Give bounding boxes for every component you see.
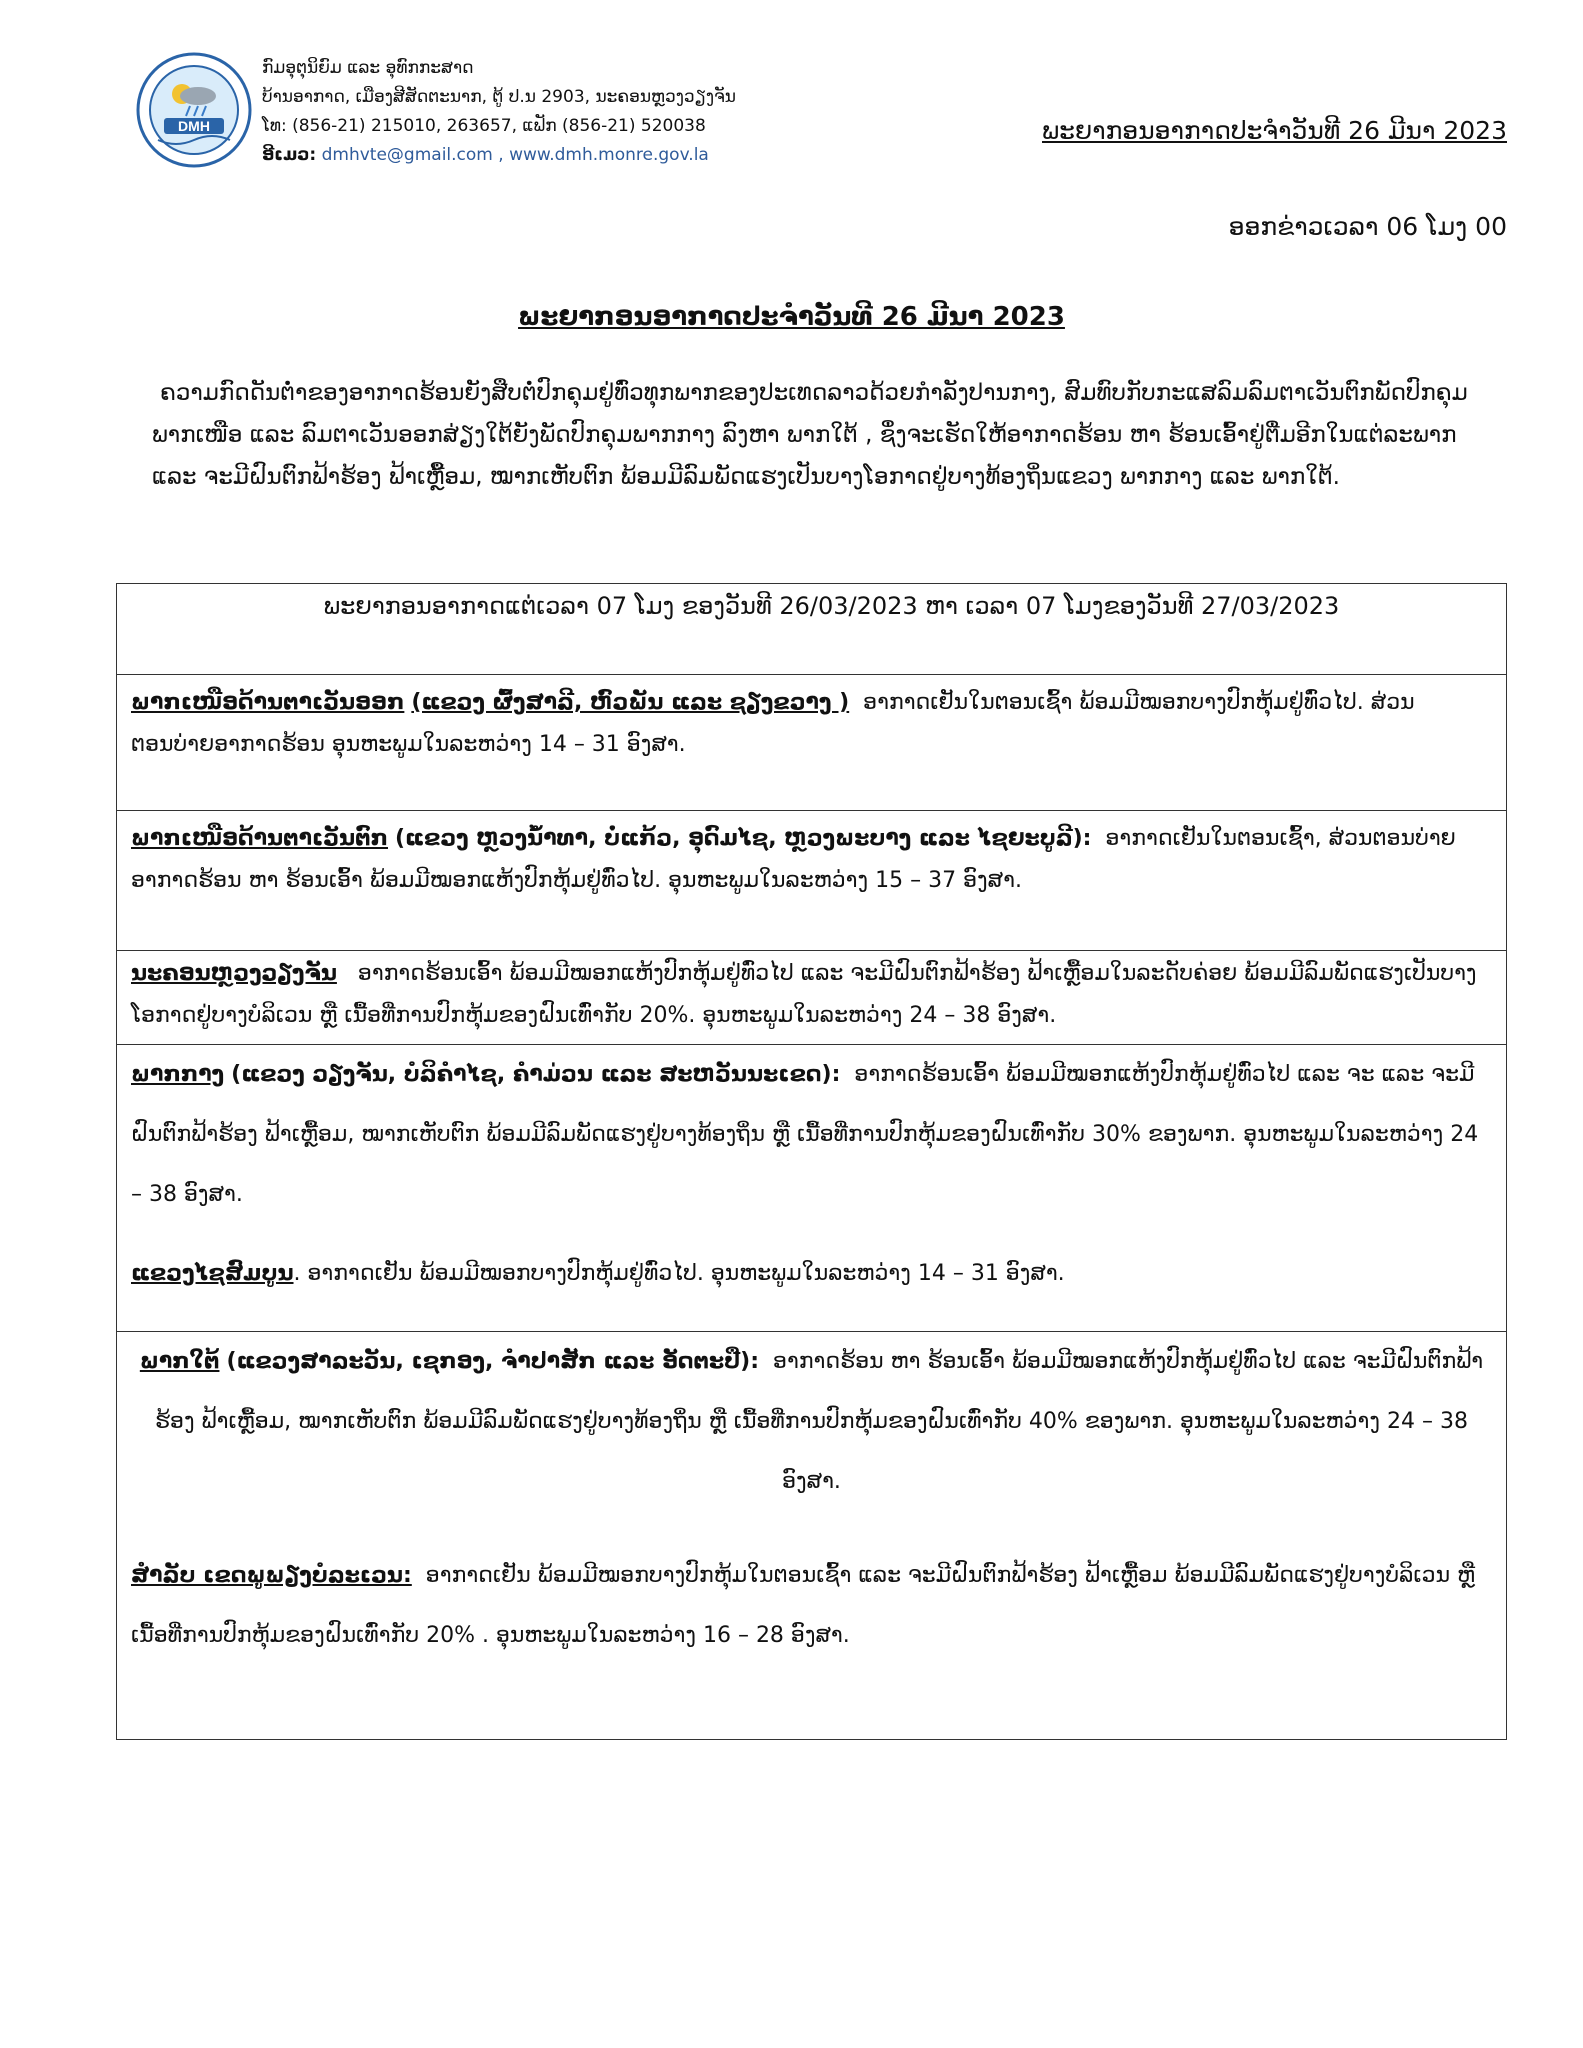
- region-northeast: [117, 675, 1506, 811]
- summary-paragraph: ຄວາມກົດດັນຕ່ຳຂອງອາກາດຮ້ອນຍັງສືບຕໍ່ປົກຄຸມຢູ່ທົ່ວທຸກພາກຂອງປະເທດລາວດ້ວຍກຳລັງປານກາງ, ສົມທົບກັບກະແສລົມລົມຕາເວັນຕົກພັດປົກຄຸມພາກເໜືອ ແລະ ລົມຕາເວັນອອກສ່ຽງໃຕ້ຍັງພັດປົກຄຸມພາກກາງ ລົງຫາ ພາກໃຕ້ , ຊຶ່ງຈະເຮັດໃຫ້ອາກາດຮ້ອນ ຫາ ຮ້ອນເອົ້າຢູ່ຕື່ມອີກໃນແຕ່ລະພາກ ແລະ ຈະມີຝົນຕົກຟ້າຮ້ອງ ຟ້າເຫຼື້ອມ, ໝາກເຫັບຕົກ ພ້ອມມີລົມພັດແຮງເປັນບາງໂອກາດຢູ່ບາງທ້ອງຖິ່ນແຂວງ ພາກກາງ ແລະ ພາກໃຕ້.: [152, 380, 1468, 490]
- dmh-logo: [136, 52, 252, 168]
- email-link[interactable]: dmhvte@gmail.com , www.dmh.monre.gov.la: [321, 145, 709, 165]
- organization-info: [262, 54, 736, 170]
- issue-time: ອອກຂ່າວເວລາ 06 ໂມງ 00: [1228, 212, 1507, 241]
- region-south-text: [117, 1332, 1506, 1512]
- region-south-forecast: ອາກາດຮ້ອນ ຫາ ຮ້ອນເອົ້າ ພ້ອມມີໝອກແຫ້ງປົກຫຸ້ມຢູ່ທົ່ວໄປ ແລະ ຈະມີຝົນຕົກຟ້າຮ້ອງ ຟ້າເຫຼື້ອມ, ໝາກເຫັບຕົກ ພ້ອມມີລົມພັດແຮງຢູ່ບາງທ້ອງຖິ່ນ ຫຼື ເນື້ອທີ່ການປົກຫຸ້ມຂອງຝົນເທົ່າກັບ 40% ຂອງພາກ. ອຸນຫະພູມໃນລະຫວ່າງ 24 – 38 ອົງສາ.: [154, 1349, 1484, 1494]
- region-vientiane-forecast: ອາກາດຮ້ອນເອົ້າ ພ້ອມມີໝອກແຫ້ງປົກຫຸ້ມຢູ່ທົ່ວໄປ ແລະ ຈະມີຝົນຕົກຟ້າຮ້ອງ ຟ້າເຫຼື້ອມໃນລະດັບຄ່ອຍ ພ້ອມມີລົມພັດແຮງເປັນບາງໂອກາດຢູ່ບາງບໍລິເວນ ຫຼື ເນື້ອທີ່ການປົກຫຸ້ມຂອງຝົນເທົ່າກັບ 20%. ອຸນຫະພູມໃນລະຫວ່າງ 24 – 38 ອົງສາ.: [131, 961, 1477, 1028]
- region-xaisomboun-forecast: . ອາກາດເຢັນ ພ້ອມມີໝອກບາງປົກຫຸ້ມຢູ່ທົ່ວໄປ. ອຸນຫະພູມໃນລະຫວ່າງ 14 – 31 ອົງສາ.: [293, 1261, 1065, 1286]
- region-south-name: ພາກໃຕ້: [139, 1349, 220, 1374]
- region-vientiane-text: [117, 953, 1506, 1037]
- region-vientiane-capital: [117, 951, 1506, 1045]
- region-northwest: [117, 811, 1506, 951]
- region-xaisomboun-name: ແຂວງໄຊສົມບູນ: [131, 1261, 294, 1286]
- region-xaisomboun-text: [117, 1253, 1506, 1295]
- org-phone: ໂທ: (856-21) 215010, 263657, ແຟັກ (856-21) 520038: [262, 116, 706, 136]
- region-central-forecast: ອາກາດຮ້ອນເອົ້າ ພ້ອມມີໝອກແຫ້ງປົກຫຸ້ມຢູ່ທົ່ວໄປ ແລະ ຈະ ແລະ ຈະມີຝົນຕົກຟ້າຮ້ອງ ຟ້າເຫຼື້ອມ, ໝາກເຫັບຕົກ ພ້ອມມີລົມພັດແຮງຢູ່ບາງທ້ອງຖິ່ນ ຫຼື ເນື້ອທີ່ການປົກຫຸ້ມຂອງຝົນເທົ່າກັບ 30% ຂອງພາກ. ອຸນຫະພູມໃນລະຫວ່າງ 24 – 38 ອົງສາ.: [131, 1062, 1479, 1207]
- region-northeast-text: [117, 682, 1506, 766]
- region-vientiane-name: ນະຄອນຫຼວງວຽງຈັນ: [131, 961, 337, 986]
- region-northwest-forecast: ອາກາດເຢັນໃນຕອນເຊົ້າ, ສ່ວນຕອນບ່າຍອາກາດຮ້ອນ ຫາ ຮ້ອນເອົ້າ ພ້ອມມີໝອກແຫ້ງປົກຫຸ້ມຢູ່ທົ່ວໄປ. ອຸນຫະພູມໃນລະຫວ່າງ 15 – 37 ອົງສາ.: [131, 826, 1456, 893]
- region-central: [117, 1045, 1506, 1332]
- org-name: ກົມອຸຕຸນິຍົມ ແລະ ອຸທົກກະສາດ: [262, 58, 474, 78]
- logo-text: DMH: [178, 118, 210, 134]
- region-northeast-forecast: ອາກາດເຢັນໃນຕອນເຊົ້າ ພ້ອມມີໝອກບາງປົກຫຸ້ມຢູ່ທົ່ວໄປ. ສ່ວນຕອນບ່າຍອາກາດຮ້ອນ ອຸນຫະພູມໃນລະຫວ່າງ 14 – 31 ອົງສາ.: [131, 690, 1415, 757]
- region-northwest-name: ພາກເໜືອດ້ານຕາເວັນຕົກ: [131, 826, 388, 851]
- org-email-line: [262, 141, 736, 170]
- forecast-table: [116, 583, 1507, 1740]
- region-south-provinces: (ແຂວງສາລະວັນ, ເຊກອງ, ຈຳປາສັກ ແລະ ອັດຕະປື):: [226, 1349, 760, 1374]
- forecast-period-row: [117, 584, 1506, 675]
- page-title: ພະຍາກອນອາກາດປະຈຳວັນທີ 26 ມີນາ 2023: [518, 302, 1065, 332]
- forecast-period-header: ພະຍາກອນອາກາດແຕ່ເວລາ 07 ໂມງ ຂອງວັນທີ 26/03/2023 ຫາ ເວລາ 07 ໂມງຂອງວັນທີ 27/03/2023: [323, 592, 1340, 620]
- email-label: ອີເມວ:: [262, 145, 317, 165]
- region-plateau-text: [117, 1546, 1506, 1666]
- region-plateau-name: ສຳລັບ ເຂດພູພຽງບໍລະເວນ:: [131, 1563, 412, 1588]
- region-northwest-text: [117, 818, 1506, 902]
- region-northeast-provinces: (ແຂວງ ຜົ້ງສາລີ, ຫົວພັນ ແລະ ຊຽງຂວາງ ): [411, 690, 850, 715]
- region-northwest-provinces: (ແຂວງ ຫຼວງນ້ຳທາ, ບໍ່ແກ້ວ, ອຸດົມໄຊ, ຫຼວງພະບາງ ແລະ ໄຊຍະບູລີ):: [395, 826, 1092, 851]
- region-central-provinces: (ແຂວງ ວຽງຈັນ, ບໍລິຄຳໄຊ, ຄຳມ່ວນ ແລະ ສະຫວັນນະເຂດ):: [231, 1062, 841, 1087]
- region-northeast-name: ພາກເໜືອດ້ານຕາເວັນອອກ: [131, 690, 405, 715]
- header-forecast-title: ພະຍາກອນອາກາດປະຈຳວັນທີ 26 ມີນາ 2023: [1042, 116, 1507, 145]
- org-address: ບ້ານອາກາດ, ເມືອງສີສັດຕະນາກ, ຕູ້ ປ.ນ 2903, ນະຄອນຫຼວງວຽງຈັນ: [262, 87, 737, 107]
- region-south: [117, 1332, 1506, 1741]
- region-central-name: ພາກກາງ: [131, 1062, 225, 1087]
- region-central-text: [117, 1045, 1506, 1225]
- region-plateau-forecast: ອາກາດເຢັນ ພ້ອມມີໝອກບາງປົກຫຸ້ມໃນຕອນເຊົ້າ ແລະ ຈະມີຝົນຕົກຟ້າຮ້ອງ ຟ້າເຫຼື້ອມ ພ້ອມມີລົມພັດແຮງຢູ່ບາງບໍລິເວນ ຫຼື ເນື້ອທີ່ການປົກຫຸ້ມຂອງຝົນເທົ່າກັບ 20% . ອຸນຫະພູມໃນລະຫວ່າງ 16 – 28 ອົງສາ.: [131, 1563, 1476, 1648]
